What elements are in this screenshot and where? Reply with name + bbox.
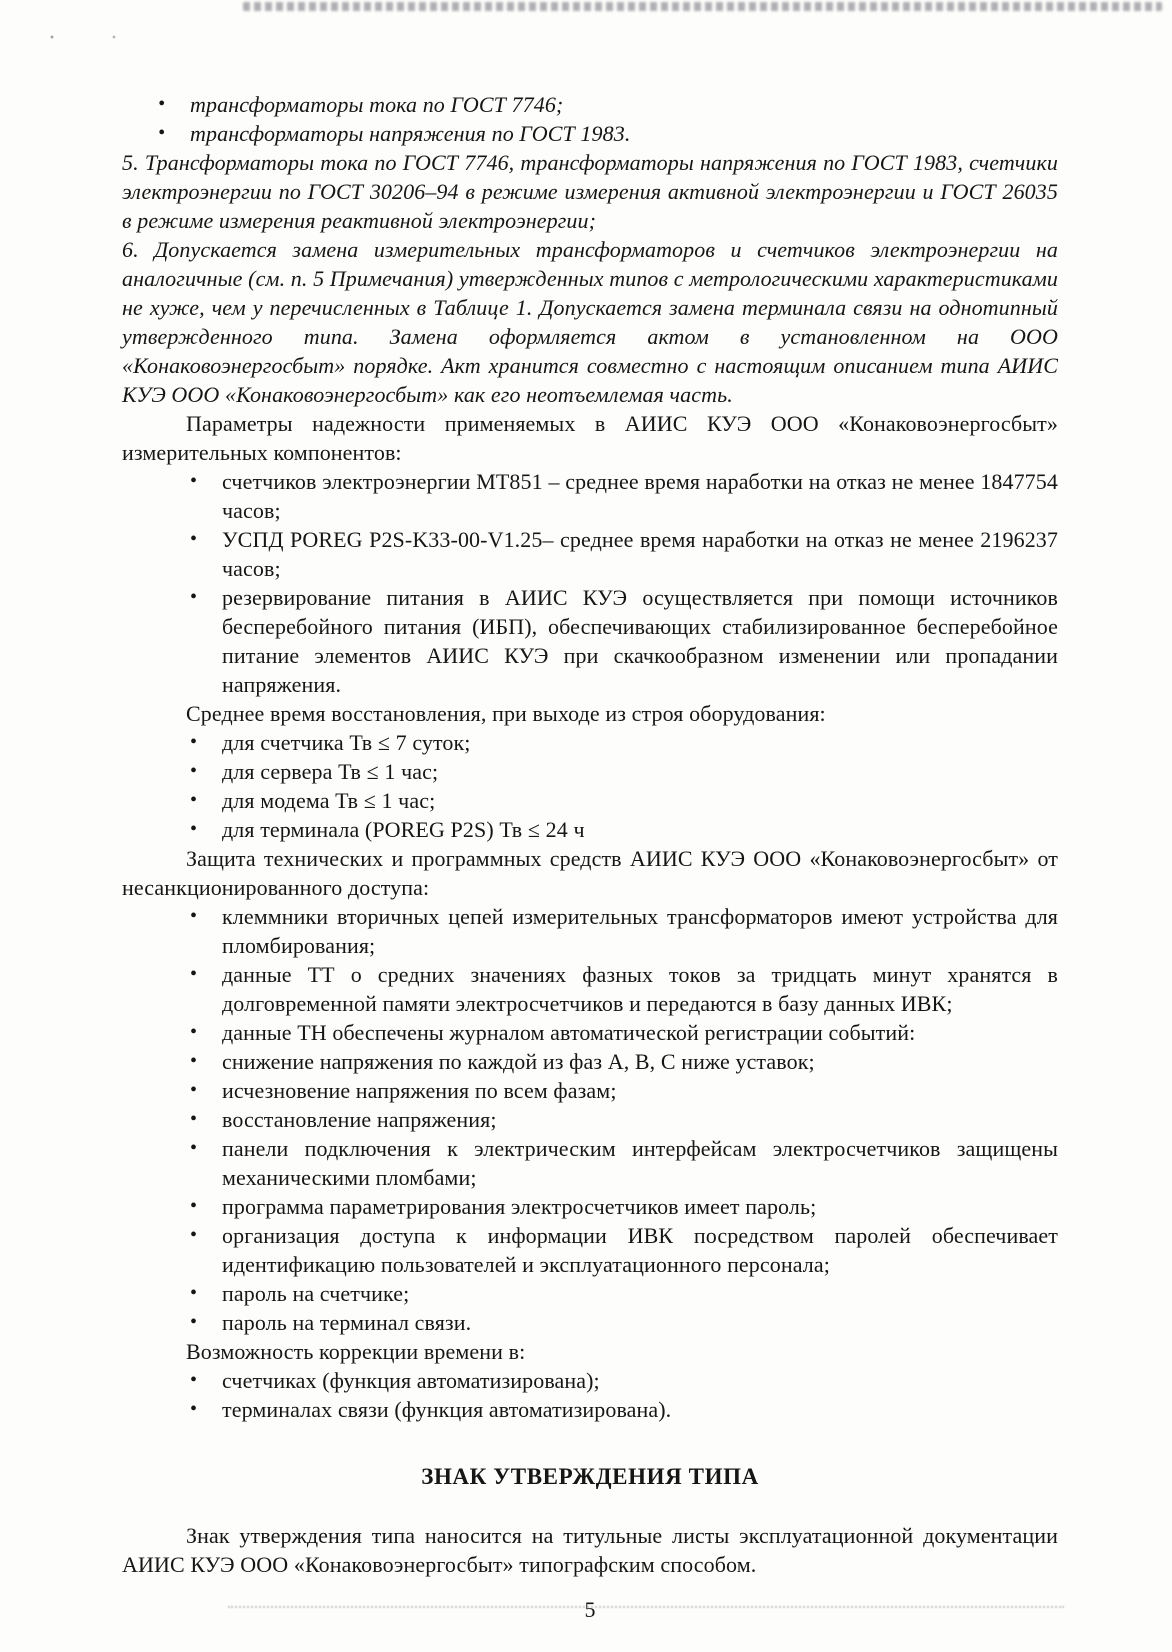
list-item-text: трансформаторы напряжения по ГОСТ 1983. <box>190 121 631 146</box>
list-item-text: восстановление напряжения; <box>222 1107 497 1132</box>
list-item-text: данные ТН обеспечены журналом автоматической регистрации событий: <box>222 1020 916 1045</box>
bullet-icon: • <box>190 1195 198 1217</box>
paragraph-reliability-intro: Параметры надежности применяемых в АИИС КУЭ ООО «Конаковоэнергосбыт» измерительных компонентов: <box>122 411 1058 465</box>
bullet-icon: • <box>190 1137 198 1159</box>
list-item-text: УСПД POREG P2S-K33-00-V1.25– среднее время наработки на отказ не менее 2196237 часов; <box>222 527 1058 581</box>
list-item <box>122 1192 1058 1221</box>
scan-noise-bottom <box>228 1606 1064 1608</box>
list-item-text: счетчиках (функция автоматизирована); <box>222 1368 600 1393</box>
list-item <box>122 902 1058 960</box>
bullet-icon: • <box>190 1021 198 1043</box>
paragraph-note-6: 6. Допускается замена измерительных трансформаторов и счетчиков электроэнергии на аналогичные (см. п. 5 Примечания) утвержденных типов с метрологическими характеристиками не хуже, чем у перечисленных в Таблице 1. Допускается замена терминала связи на однотипный утвержденного типа. Замена оформляется актом в установленном на ООО «Конаковоэнергосбыт» порядке. Акт хранится совместно с настоящим описанием типа АИИС КУЭ ООО «Конаковоэнергосбыт» как его неотъемлемая часть. <box>122 237 1058 407</box>
list-item-text: для модема Тв ≤ 1 час; <box>222 788 436 813</box>
section-heading-type-approval-mark: ЗНАК УТВЕРЖДЕНИЯ ТИПА <box>421 1464 759 1489</box>
bullet-icon: • <box>158 122 166 144</box>
list-item-text: счетчиков электроэнергии МТ851 – среднее время наработки на отказ не менее 1847754 часов; <box>222 469 1058 523</box>
bullet-icon: • <box>190 1398 198 1420</box>
bullet-icon: • <box>190 1311 198 1333</box>
list-item-text: клеммники вторичных цепей измерительных трансформаторов имеют устройства для пломбирования; <box>222 904 1058 958</box>
bullet-icon: • <box>190 905 198 927</box>
list-item-text: организация доступа к информации ИВК посредством паролей обеспечивает идентификацию пользователей и эксплуатационного персонала; <box>222 1223 1058 1277</box>
list-item-text: пароль на счетчике; <box>222 1281 410 1306</box>
bullet-icon: • <box>190 818 198 840</box>
list-item <box>122 1047 1058 1076</box>
list-item <box>122 960 1058 1018</box>
page-number: 5 <box>584 1597 596 1622</box>
list-item <box>122 1279 1058 1308</box>
list-item-text: резервирование питания в АИИС КУЭ осуществляется при помощи источников бесперебойного питания (ИБП), обеспечивающих стабилизированное бесперебойное питание элементов АИИС КУЭ при скачкообразном изменении или пропадании напряжения. <box>222 585 1058 697</box>
list-item <box>122 1366 1058 1395</box>
list-item <box>122 1308 1058 1337</box>
bullet-icon: • <box>190 470 198 492</box>
bullet-icon: • <box>190 760 198 782</box>
list-item <box>122 757 1058 786</box>
list-item-text: пароль на терминал связи. <box>222 1310 472 1335</box>
bullet-icon: • <box>190 1079 198 1101</box>
list-item <box>122 1221 1058 1279</box>
list-item <box>122 728 1058 757</box>
list-item <box>122 786 1058 815</box>
bullet-icon: • <box>190 586 198 608</box>
list-item <box>122 1395 1058 1424</box>
list-item-text: исчезновение напряжения по всем фазам; <box>222 1078 617 1103</box>
list-item-text: терминалах связи (функция автоматизирована). <box>222 1397 672 1422</box>
bullet-icon: • <box>190 789 198 811</box>
paragraph-protection-intro: Защита технических и программных средств АИИС КУЭ ООО «Конаковоэнергосбыт» от несанкционированного доступа: <box>122 846 1058 900</box>
list-item <box>122 467 1058 525</box>
list-item <box>122 583 1058 699</box>
bullet-icon: • <box>190 1108 198 1130</box>
list-item-text: программа параметрирования электросчетчиков имеет пароль; <box>222 1194 817 1219</box>
list-item-text: для сервера Тв ≤ 1 час; <box>222 759 439 784</box>
list-item-text: данные ТТ о средних значениях фазных токов за тридцать минут хранятся в долговременной памяти электросчетчиков и передаются в базу данных ИВК; <box>222 962 1058 1016</box>
paragraph-type-approval: Знак утверждения типа наносится на титульные листы эксплуатационной документации АИИС КУЭ ООО «Конаковоэнергосбыт» типографским способом. <box>122 1523 1058 1577</box>
list-item <box>122 1076 1058 1105</box>
bullet-icon: • <box>190 528 198 550</box>
bullet-icon: • <box>190 963 198 985</box>
list-item <box>122 525 1058 583</box>
list-item <box>122 1018 1058 1047</box>
paragraph-time-correction-intro: Возможность коррекции времени в: <box>186 1339 526 1364</box>
paragraph-note-5: 5. Трансформаторы тока по ГОСТ 7746, трансформаторы напряжения по ГОСТ 1983, счетчики электроэнергии по ГОСТ 30206–94 в режиме измерения активной электроэнергии и ГОСТ 26035 в режиме измерения реактивной электроэнергии; <box>122 150 1058 233</box>
list-item <box>122 1105 1058 1134</box>
list-item <box>122 90 1058 119</box>
paragraph-recovery-intro: Среднее время восстановления, при выходе из строя оборудования: <box>186 701 826 726</box>
bullet-icon: • <box>190 1282 198 1304</box>
list-item <box>122 815 1058 844</box>
list-item-text: панели подключения к электрическим интерфейсам электросчетчиков защищены механическими пломбами; <box>222 1136 1058 1190</box>
list-item-text: снижение напряжения по каждой из фаз А, В, С ниже уставок; <box>222 1049 815 1074</box>
bullet-icon: • <box>190 1369 198 1391</box>
bullet-icon: • <box>190 1224 198 1246</box>
list-item-text: трансформаторы тока по ГОСТ 7746; <box>190 92 564 117</box>
list-item <box>122 119 1058 148</box>
list-item-text: для терминала (POREG P2S) Тв ≤ 24 ч <box>222 817 585 842</box>
bullet-icon: • <box>158 93 166 115</box>
bullet-icon: • <box>190 731 198 753</box>
list-item <box>122 1134 1058 1192</box>
bullet-icon: • <box>190 1050 198 1072</box>
list-item-text: для счетчика Тв ≤ 7 суток; <box>222 730 471 755</box>
